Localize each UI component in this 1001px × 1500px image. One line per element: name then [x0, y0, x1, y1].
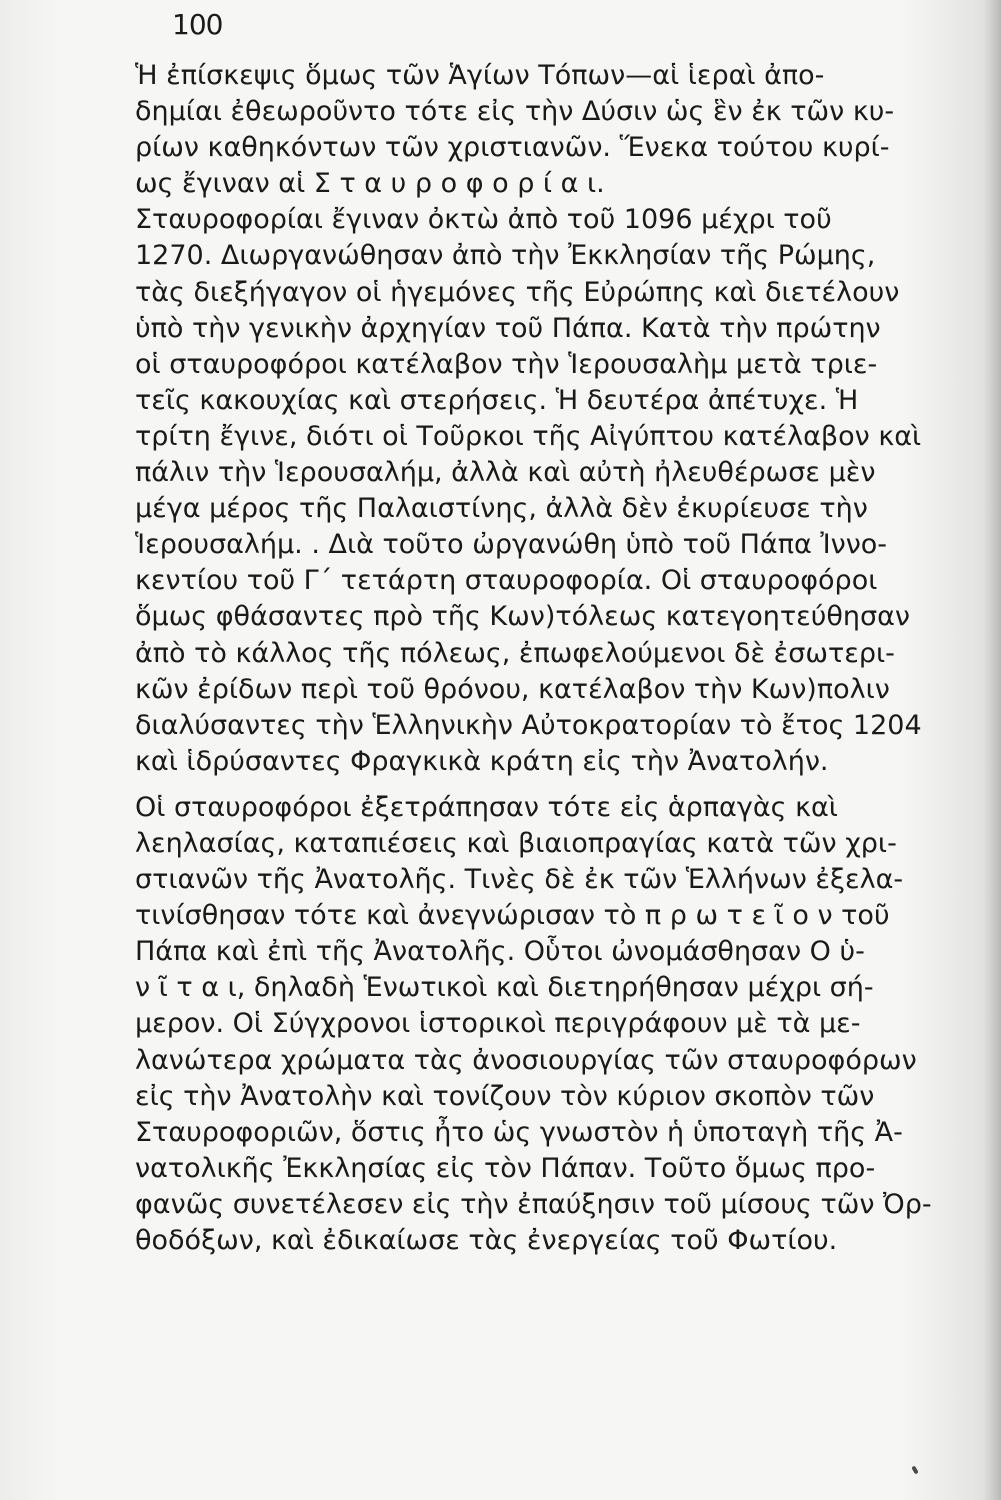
page-edge-shadow — [983, 0, 1001, 1500]
body-text — [135, 58, 945, 1259]
text-line: ὑπὸ τὴν γενικὴν ἀρχηγίαν τοῦ Πάπα. Κατὰ τὴν πρώτην — [135, 312, 881, 344]
text-line: ρίων καθηκόντων τῶν χριστιανῶν. Ἕνεκα τούτου κυρί- — [135, 132, 890, 164]
ink-speck — [911, 1466, 918, 1475]
text-line: ἀπὸ τὸ κάλλος τῆς πόλεως, ἐπωφελούμενοι δὲ ἐσωτερι- — [135, 637, 895, 669]
text-line: τεῖς κακουχίας καὶ στερήσεις. Ἡ δευτέρα ἀπέτυχε. Ἡ — [135, 384, 859, 416]
text-line: Σταυροφοριῶν, ὅστις ἦτο ὡς γνωστὸν ἡ ὑποταγὴ τῆς Ἀ- — [135, 1116, 903, 1148]
text-line: τὰς διεξήγαγον οἱ ἡγεμόνες τῆς Εὐρώπης καὶ διετέλουν — [135, 276, 900, 308]
text-line: μερον. Οἱ Σύγχρονοι ἱστορικοὶ περιγράφουν μὲ τὰ με- — [135, 1008, 861, 1040]
text-line: φανῶς συνετέλεσεν εἰς τὴν ἐπαύξησιν τοῦ μίσους τῶν Ὀρ- — [135, 1188, 932, 1220]
text-line: διαλύσαντες τὴν Ἑλληνικὴν Αὐτοκρατορίαν τὸ ἔτος 1204 — [135, 709, 922, 741]
text-line: κῶν ἐρίδων περὶ τοῦ θρόνου, κατέλαβον τὴν Κων)πολιν — [135, 673, 890, 705]
text-line: τρίτη ἔγινε, διότι οἱ Τοῦρκοι τῆς Αἰγύπτου κατέλαβον καὶ — [135, 420, 922, 452]
text-line: δημίαι ἐθεωροῦντο τότε εἰς τὴν Δύσιν ὡς ἓν ἐκ τῶν κυ- — [135, 96, 895, 128]
text-line: κεντίου τοῦ Γ΄ τετάρτη σταυροφορία. Οἱ σταυροφόροι — [135, 565, 878, 597]
text-line: Ἡ ἐπίσκεψις ὅμως τῶν Ἁγίων Τόπων—αἱ ἱεραὶ ἀπο- — [135, 60, 825, 91]
paragraph-gap — [135, 780, 945, 790]
text-line: νατολικῆς Ἐκκλησίας εἰς τὸν Πάπαν. Τοῦτο ὅμως προ- — [135, 1152, 876, 1184]
text-line: Οἱ σταυροφόροι ἐξετράπησαν τότε εἰς ἁρπαγὰς καὶ — [135, 791, 838, 823]
text-line: θοδόξων, καὶ ἐδικαίωσε τὰς ἐνεργείας τοῦ Φωτίου. — [135, 1225, 838, 1256]
text-line: λεηλασίας, καταπιέσεις καὶ βιαιοπραγίας κατὰ τῶν χρι- — [135, 827, 897, 859]
text-line: μέγα μέρος τῆς Παλαιστίνης, ἀλλὰ δὲν ἐκυρίευσε τὴν — [135, 493, 868, 525]
text-line: εἰς τὴν Ἀνατολὴν καὶ τονίζουν τὸν κύριον σκοπὸν τῶν — [135, 1080, 875, 1112]
text-line: Πάπα καὶ ἐπὶ τῆς Ἀνατολῆς. Οὗτοι ὠνομάσθησαν Ο ὑ- — [135, 936, 865, 968]
text-line: λανώτερα χρώματα τὰς ἀνοσιουργίας τῶν σταυροφόρων — [135, 1044, 917, 1076]
text-line: πάλιν τὴν Ἱερουσαλήμ, ἀλλὰ καὶ αὐτὴ ἠλευθέρωσε μὲν — [135, 457, 876, 489]
text-line: ως ἔγιναν αἱ Σ τ α υ ρ ο φ ο ρ ί α ι. — [135, 168, 605, 200]
text-line: καὶ ἱδρύσαντες Φραγκικὰ κράτη εἰς τὴν Ἀνατολήν. — [135, 745, 829, 777]
text-line: ὅμως φθάσαντες πρὸ τῆς Κων)τόλεως κατεγοητεύθησαν — [135, 601, 911, 633]
text-line: ν ῖ τ α ι, δηλαδὴ Ἑνωτικοὶ καὶ διετηρήθησαν μέχρι σή- — [135, 972, 874, 1004]
page-number: 100 — [172, 8, 223, 41]
text-line: τινίσθησαν τότε καὶ ἀνεγνώρισαν τὸ π ρ ω τ ε ῖ ο ν τοῦ — [135, 900, 890, 932]
text-line: 1270. Διωργανώθησαν ἀπὸ τὴν Ἐκκλησίαν τῆς Ρώμης, — [135, 240, 876, 272]
text-line: Σταυροφορίαι ἔγιναν ὀκτὼ ἀπὸ τοῦ 1096 μέχρι τοῦ — [135, 204, 832, 236]
text-line: οἱ σταυροφόροι κατέλαβον τὴν Ἱερουσαλὴμ μετὰ τριε- — [135, 348, 878, 380]
text-line: στιανῶν τῆς Ἀνατολῆς. Τινὲς δὲ ἐκ τῶν Ἑλλήνων ἐξελα- — [135, 864, 904, 896]
text-line: Ἱερουσαλήμ. . Διὰ τοῦτο ὠργανώθη ὑπὸ τοῦ Πάπα Ἰννο- — [135, 529, 888, 561]
